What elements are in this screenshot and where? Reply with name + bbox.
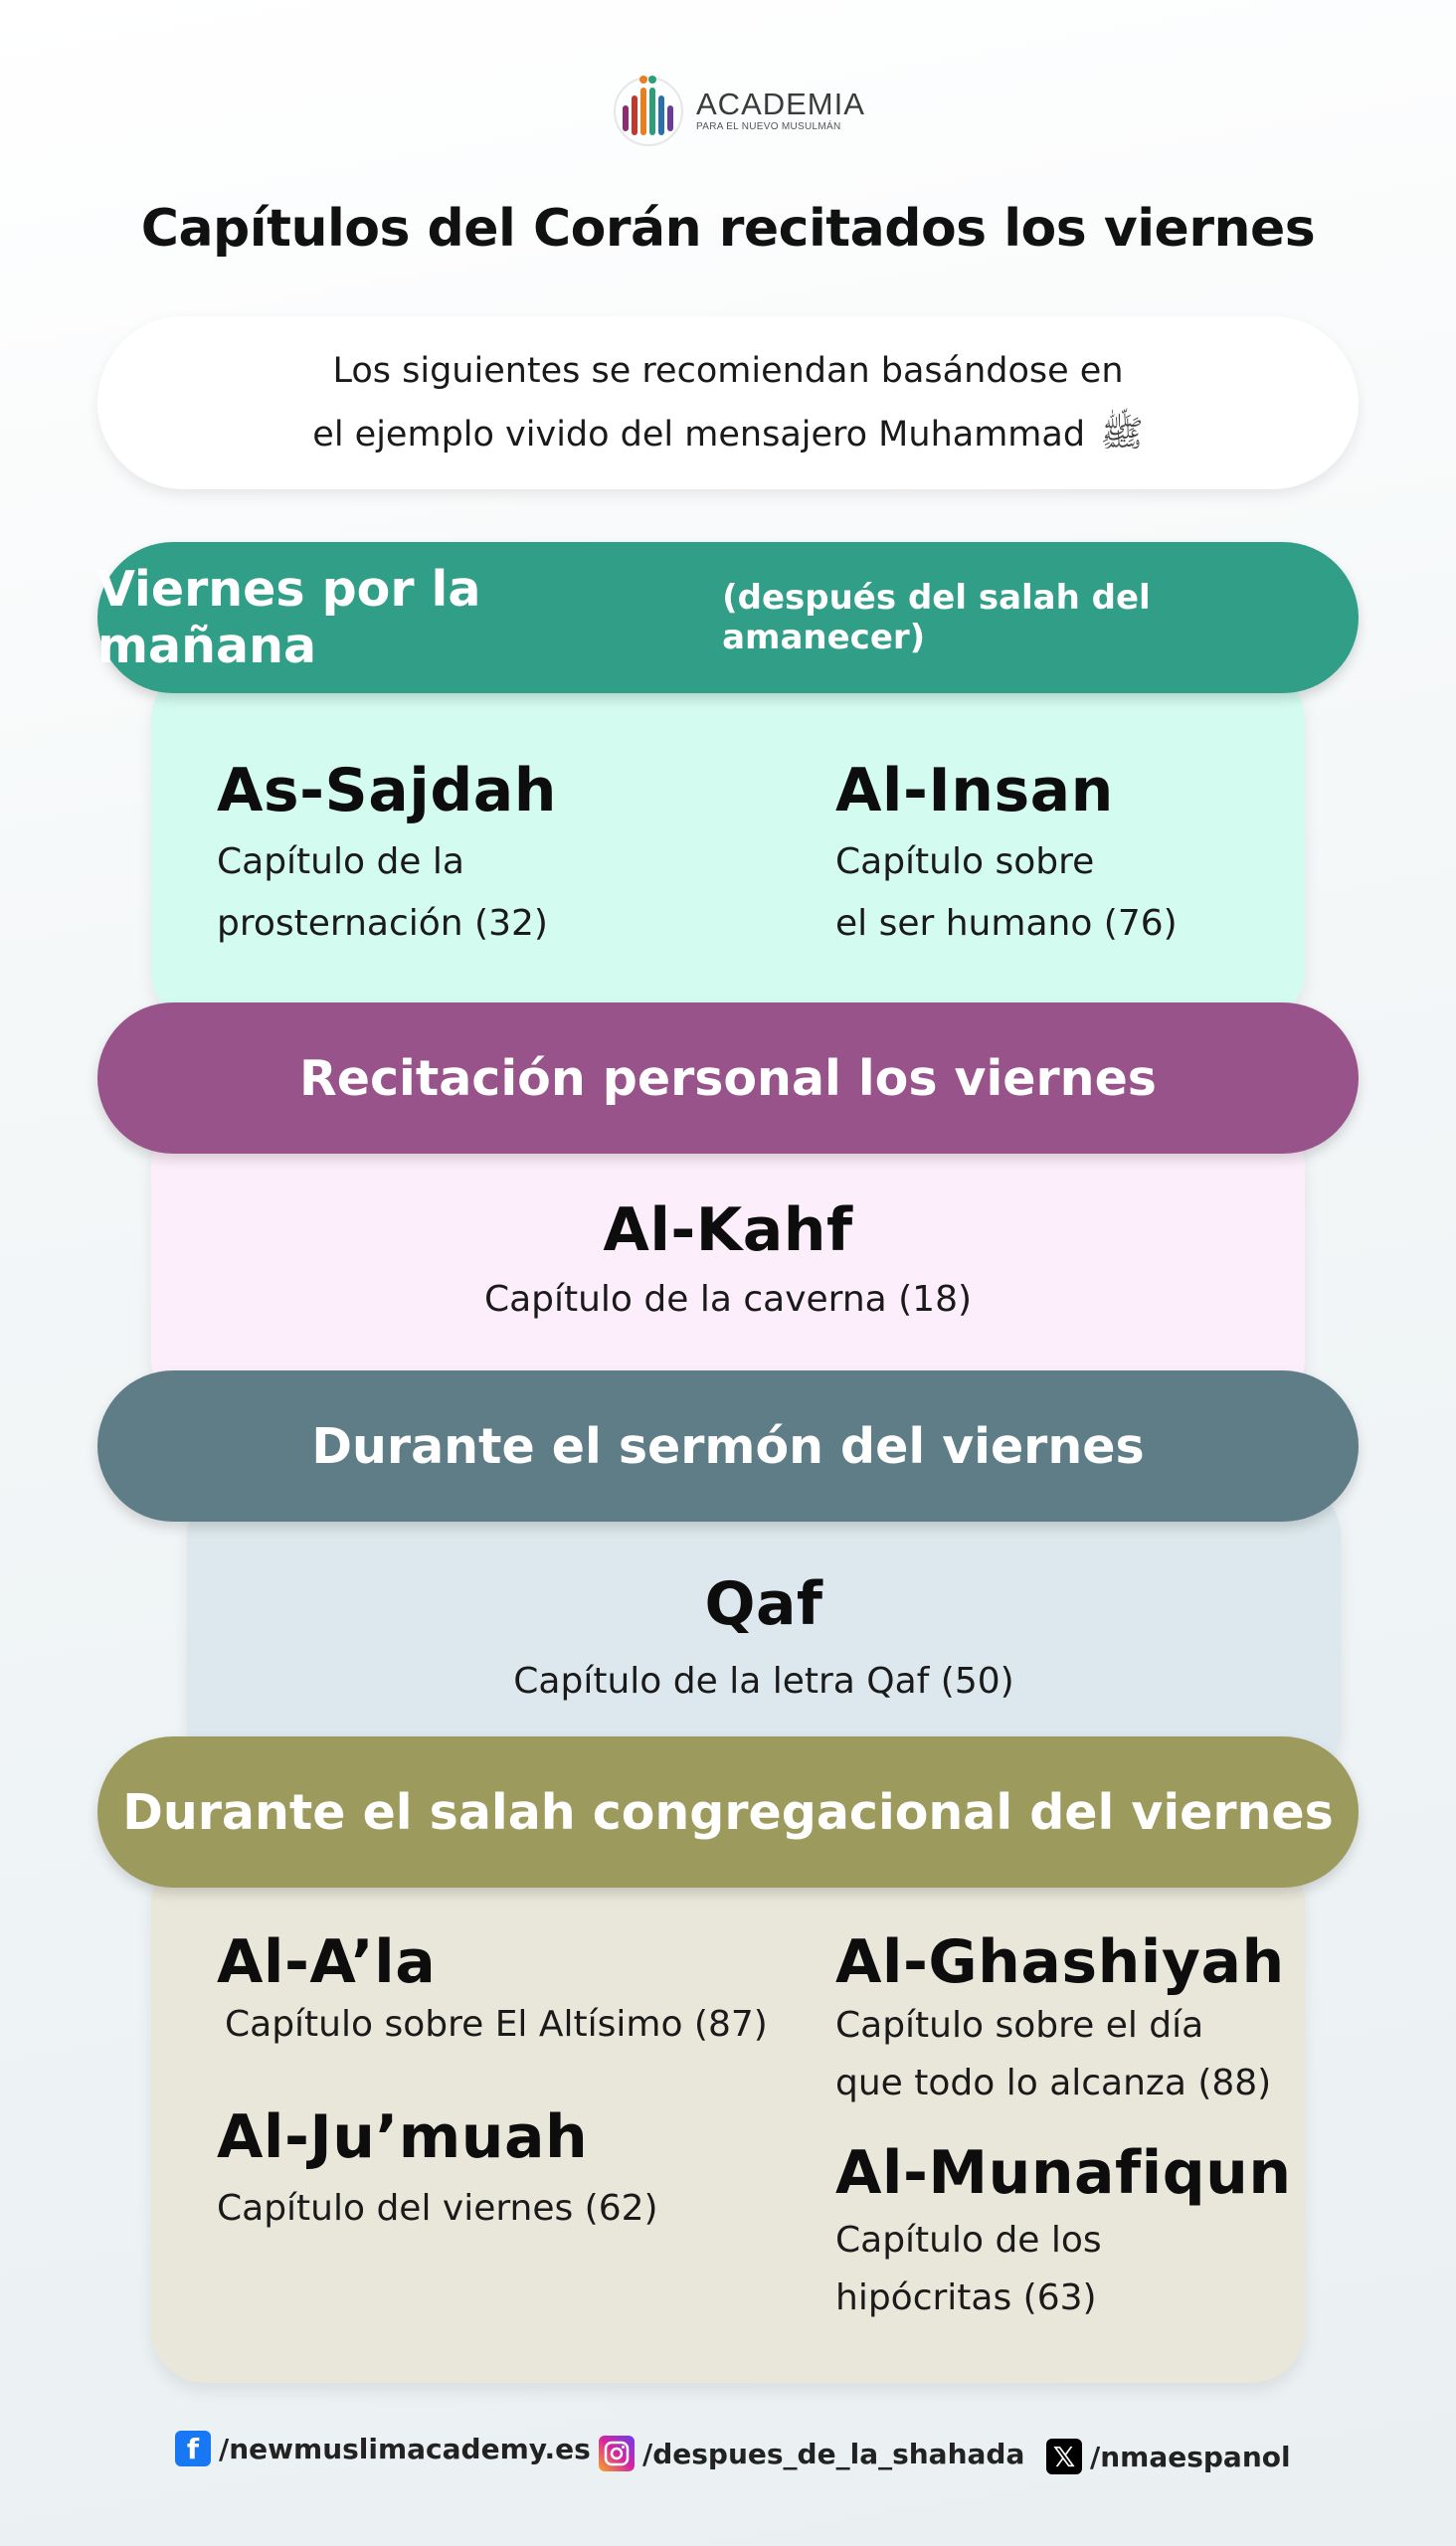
chapter-desc-line-1: Capítulo sobre El Altísimo (87) [225, 2004, 768, 2045]
intro-line-1: Los siguientes se recomiendan basándose en [332, 351, 1124, 391]
chapter-desc-line-1: Capítulo del viernes (62) [217, 2188, 658, 2229]
intro-card [97, 316, 1359, 489]
chapter-name: Al-A’la [217, 1927, 437, 1997]
personal-section-header [97, 1002, 1359, 1154]
chapter-name: Al-Insan [835, 756, 1114, 825]
academia-logo-icon [609, 70, 688, 149]
instagram-icon [599, 2436, 635, 2471]
instagram-handle: /despues_de_la_shahada [642, 2437, 1025, 2470]
x-handle: /nmaespanol [1090, 2440, 1291, 2473]
instagram-link[interactable] [599, 2436, 1024, 2471]
chapter-desc-line-1: Capítulo sobre el día [835, 2005, 1204, 2046]
chapter-name: Qaf [704, 1569, 823, 1639]
morning-section-header [97, 542, 1359, 693]
chapter-desc-line-2: el ser humano (76) [835, 903, 1178, 944]
page-title: Capítulos del Corán recitados los viernes [140, 199, 1316, 259]
x-link[interactable] [1046, 2439, 1291, 2474]
sermon-section-header [97, 1370, 1359, 1522]
chapter-name: Al-Kahf [603, 1195, 853, 1265]
chapter-desc-line-1: Capítulo de los [835, 2220, 1102, 2261]
morning-title: Viernes por la mañana [97, 561, 481, 674]
chapter-desc: Capítulo de la caverna (18) [483, 1279, 973, 1320]
intro-line-2 [312, 403, 1143, 466]
morning-subtitle: (después del salah del amanecer) [722, 578, 1151, 657]
honorific-glyph: ﷺ [1100, 414, 1144, 455]
chapter-name: As-Sajdah [217, 756, 557, 825]
academia-logo [609, 70, 867, 149]
chapter-desc-line-2: que todo lo alcanza (88) [835, 2063, 1272, 2103]
chapter-desc-line-2: prosternación (32) [217, 903, 548, 944]
facebook-handle: /newmuslimacademy.es [219, 2432, 591, 2465]
logo-title: ACADEMIA [696, 86, 865, 121]
sermon-title: Durante el sermón del viernes [311, 1417, 1145, 1475]
chapter-desc-line-1: Capítulo sobre [835, 841, 1095, 882]
facebook-icon: f [175, 2431, 211, 2466]
personal-panel [151, 1114, 1305, 1412]
logo-subtitle: PARA EL NUEVO MUSULMÁN [696, 120, 841, 132]
chapter-name: Al-Munafiqun [835, 2138, 1292, 2208]
facebook-link[interactable] [175, 2431, 591, 2466]
chapter-desc-line-1: Capítulo de la [217, 841, 464, 882]
sermon-panel [187, 1482, 1341, 1780]
chapter-name: Al-Ju’muah [217, 2102, 589, 2172]
congregational-section-header [97, 1736, 1359, 1888]
congregational-title: Durante el salah congregacional del viernes [122, 1783, 1334, 1841]
personal-title: Recitación personal los viernes [299, 1049, 1157, 1107]
chapter-desc-line-2: hipócritas (63) [835, 2277, 1097, 2318]
x-icon: 𝕏 [1046, 2439, 1082, 2474]
intro-line-2-text: el ejemplo vivido del mensajero Muhammad [312, 415, 1086, 455]
chapter-name: Al-Ghashiyah [835, 1927, 1285, 1997]
congregational-panel [151, 1850, 1305, 2383]
chapter-desc: Capítulo de la letra Qaf (50) [513, 1661, 1014, 1702]
morning-panel [151, 666, 1305, 1024]
